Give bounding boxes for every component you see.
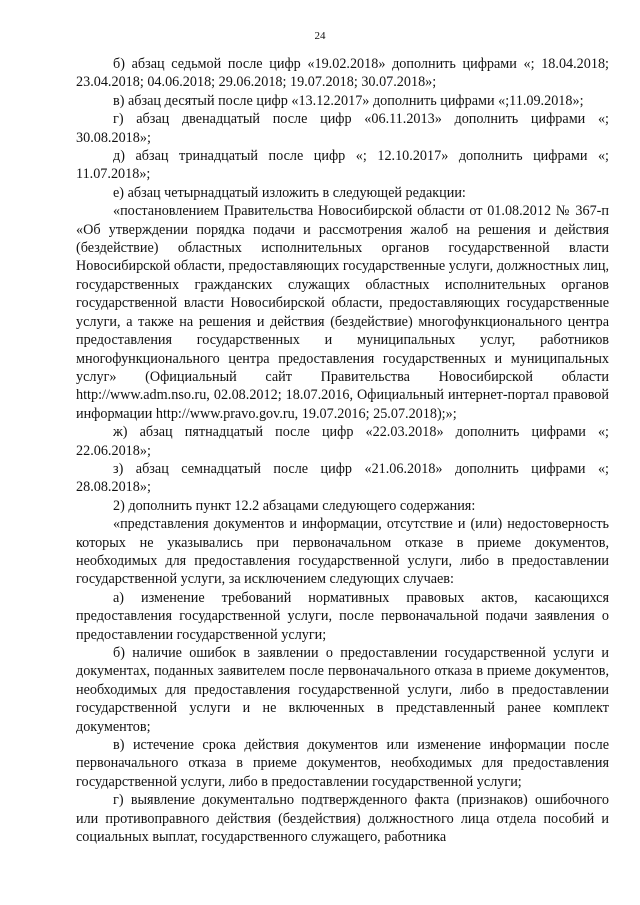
paragraph-case-g: г) выявление документально подтвержденного факта (признаков) ошибочного или противоправного действия (бездействия) должностного лица отдела пособий и социальных выплат, государственного служащего, работника [76, 792, 609, 846]
paragraph-case-a: а) изменение требований нормативных правовых актов, касающихся предоставления государственной услуги, после первоначальной подачи заявления о предоставлении государственной услуги; [76, 589, 609, 643]
page-number: 24 [314, 30, 326, 42]
paragraph-v: в) абзац десятый после цифр «13.12.2017» дополнить цифрами «;11.09.2018»; [113, 92, 584, 109]
paragraph-resolution-quote: «постановлением Правительства Новосибирской области от 01.08.2012 № 367-п «Об утверждении порядка подачи и рассмотрения жалоб на решения и действия (бездействие) областных исполнительных органов государственной власти Новосибирской области, предоставляющих государственные услуги, должностных лиц, государственных гражданских служащих областных исполнительных органов государственной власти Новосибирской области, предоставляющих государственные услуги, а также на решения и действия (бездействие) многофункционального центра предоставления государственных и муниципальных услуг, работников многофункционального центра предоставления государственных и муниципальных услуг» (Официальный сайт Правительства Новосибирской области http://www.adm.nso.ru, 02.08.2012; 18.07.2016, Официальный интернет-портал правовой информации http://www.pravo.gov.ru, 19.07.2016; 25.07.2018);»; [76, 203, 609, 422]
paragraph-b: б) абзац седьмой после цифр «19.02.2018» дополнить цифрами «; 18.04.2018; 23.04.2018; 04.06.2018; 29.06.2018; 19.07.2018; 30.07.2018»; [76, 56, 609, 91]
paragraph-e: е) абзац четырнадцатый изложить в следующей редакции: [113, 184, 466, 201]
paragraph-case-b: б) наличие ошибок в заявлении о предоставлении государственной услуги и документах, поданных заявителем после первоначального отказа в приеме документов, необходимых для предоставления государственной услуги, либо в предоставлении государственной услуги и не включенных в представленный ранее комплект документов; [76, 645, 609, 735]
paragraph-case-v: в) истечение срока действия документов или изменение информации после первоначального отказа в приеме документов, необходимых для предоставления государственной услуги, либо в предоставлении государственной услуги; [76, 737, 609, 790]
paragraph-z: з) абзац семнадцатый после цифр «21.06.2018» дополнить цифрами «; 28.08.2018»; [76, 460, 609, 496]
document-body [76, 55, 609, 846]
paragraph-g: г) абзац двенадцатый после цифр «06.11.2013» дополнить цифрами «; 30.08.2018»; [76, 111, 609, 146]
paragraph-zh: ж) абзац пятнадцатый после цифр «22.03.2018» дополнить цифрами «; 22.06.2018»; [76, 424, 609, 459]
paragraph-d: д) абзац тринадцатый после цифр «; 12.10.2017» дополнить цифрами «; 11.07.2018»; [76, 148, 609, 183]
paragraph-item-2: 2) дополнить пункт 12.2 абзацами следующего содержания: [113, 497, 476, 514]
paragraph-documents-quote: «представления документов и информации, отсутствие и (или) недостоверность которых не указывались при первоначальном отказе в приеме документов, необходимых для предоставления государственной услуги, либо в предоставлении государственной услуги, за исключением следующих случаев: [76, 516, 609, 588]
